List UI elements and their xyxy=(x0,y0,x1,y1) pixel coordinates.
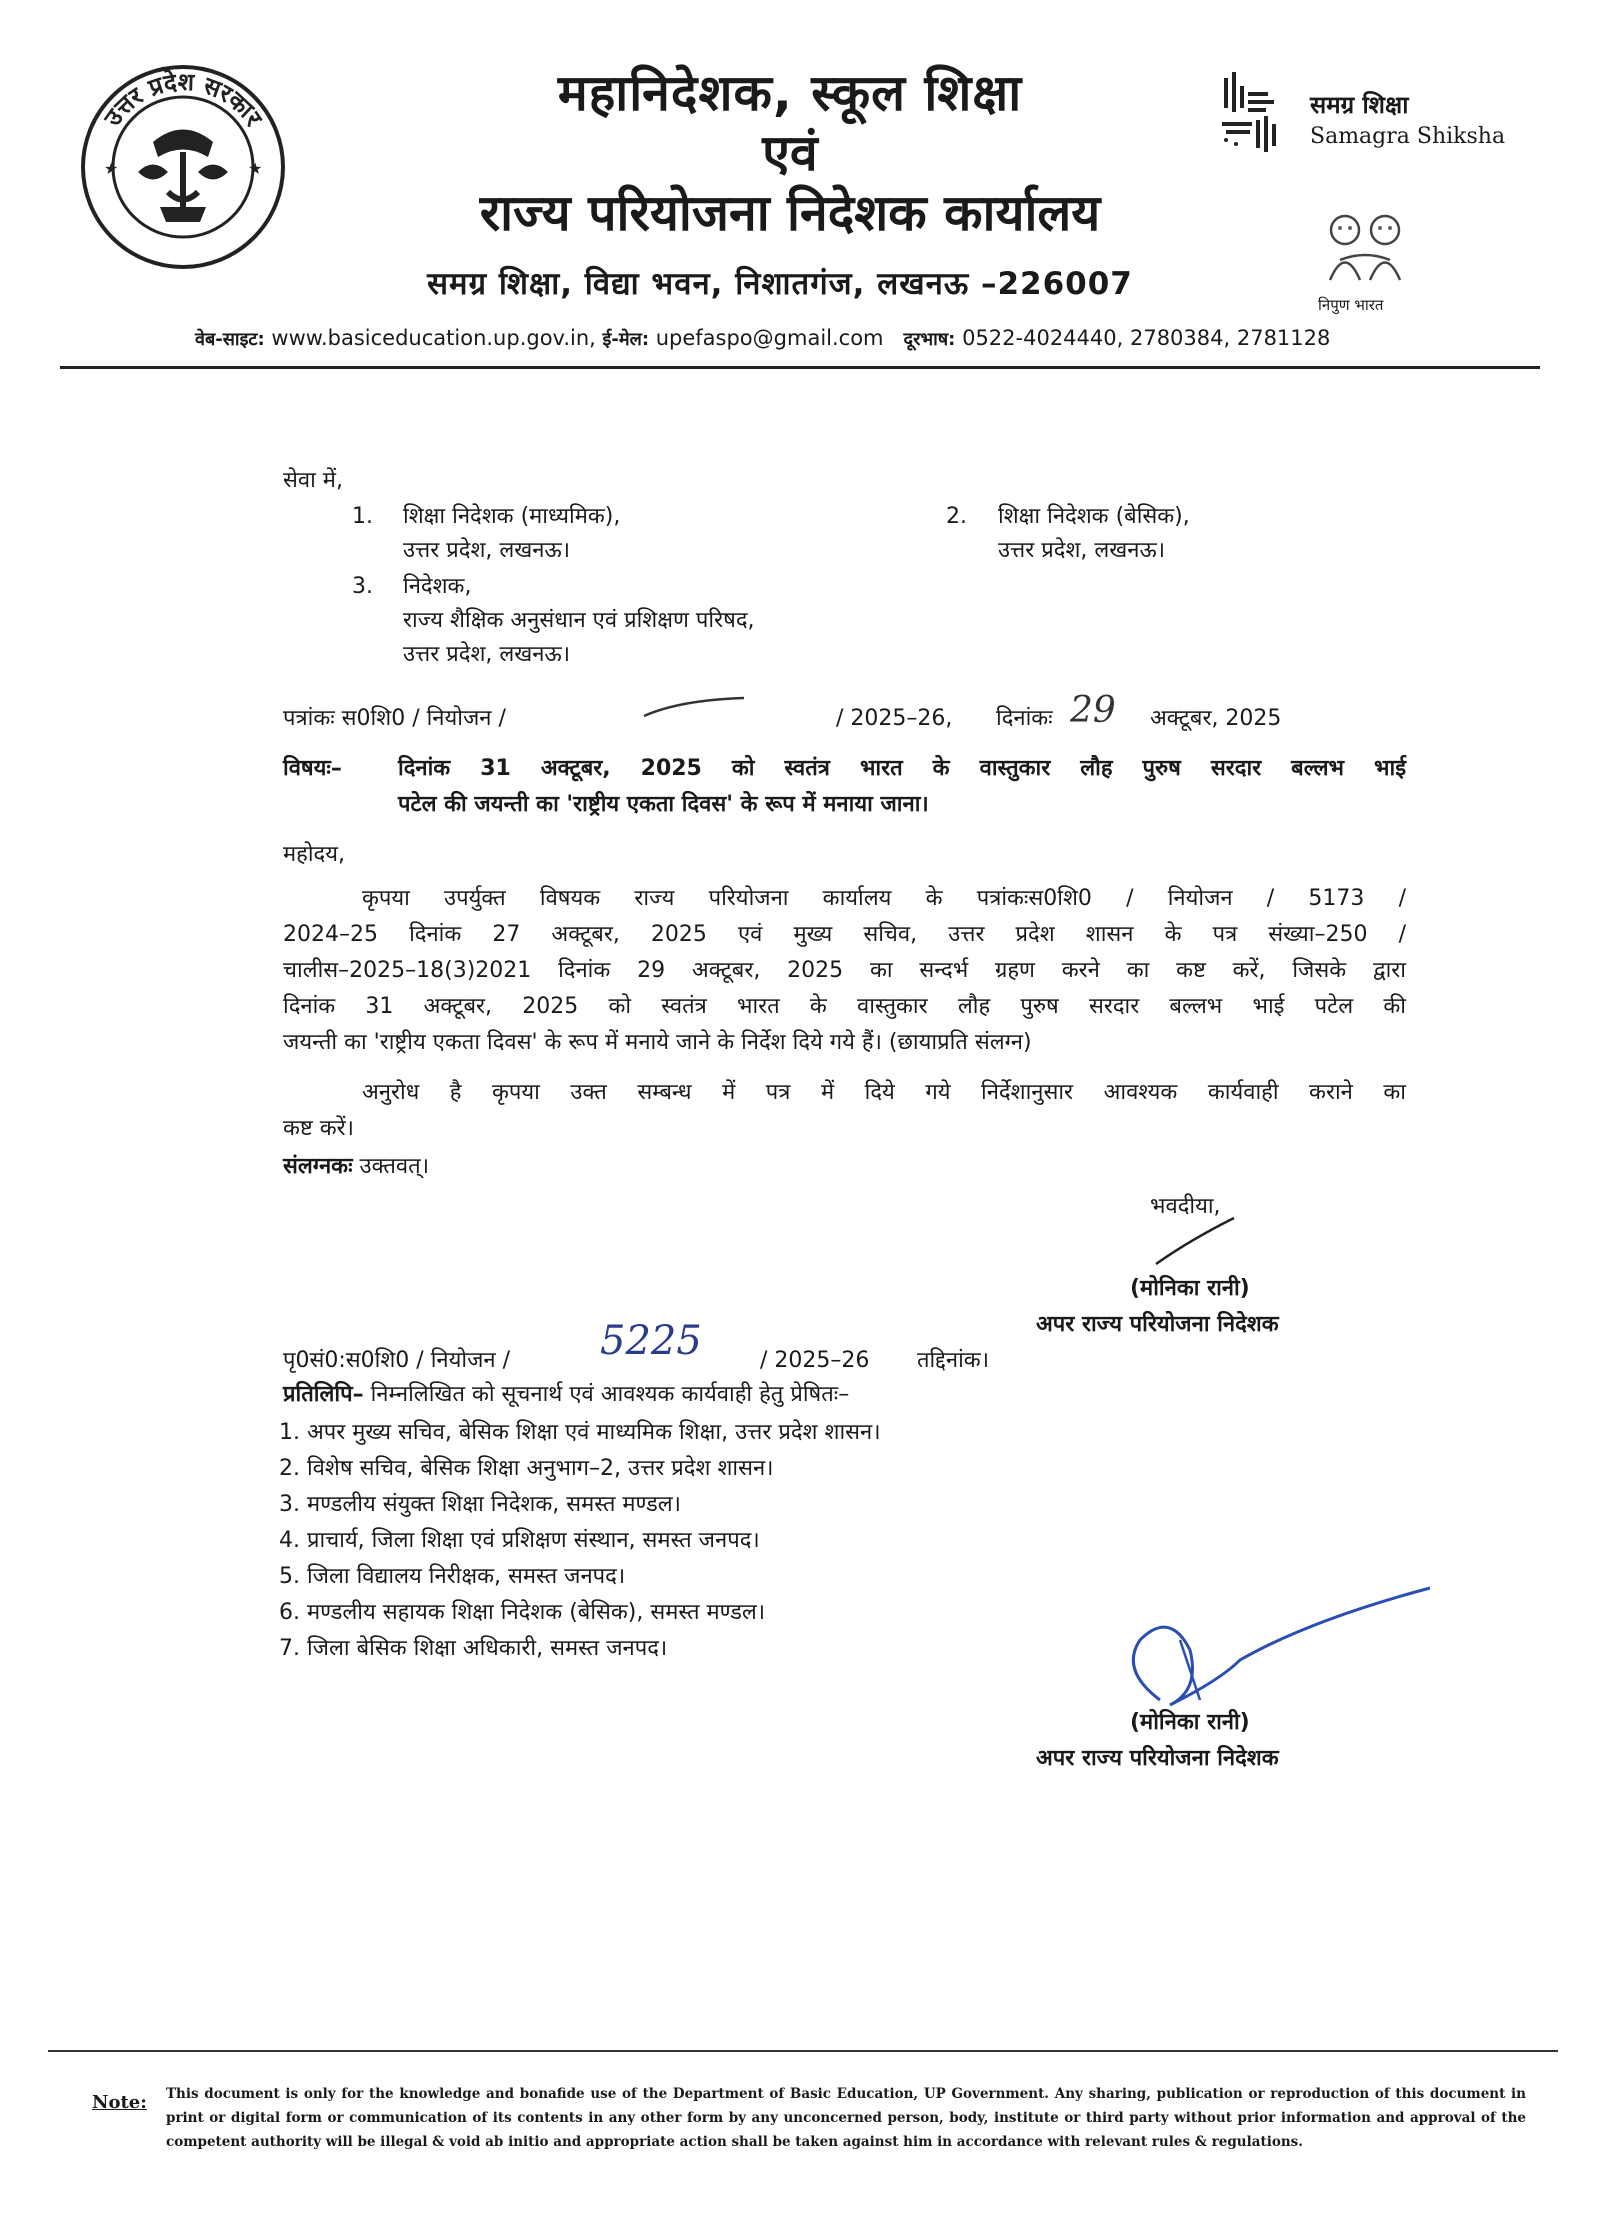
recipient-2-line2: उत्तर प्रदेश, लखनऊ। xyxy=(998,538,1166,563)
svg-text:★: ★ xyxy=(104,159,119,178)
contact-line xyxy=(195,326,1385,351)
copy-to xyxy=(283,1378,849,1412)
recipient-3-number: 3. xyxy=(352,574,373,599)
endorsement-ref: पृ0सं0:स0शि0 / नियोजन / xyxy=(283,1348,511,1373)
seal-text-ring xyxy=(78,62,288,272)
recipient-2-line1: शिक्षा निदेशक (बेसिक), xyxy=(998,504,1190,529)
para2-line2: कष्ट करें। xyxy=(283,1116,354,1141)
handwritten-ref-number: 5225 xyxy=(600,1318,702,1364)
samagra-shiksha-logo xyxy=(1216,68,1296,164)
website-label: वेब-साइट: xyxy=(195,329,265,350)
subject-label: विषयः– xyxy=(283,756,342,781)
subject-line1: दिनांक 31 अक्टूबर, 2025 को स्वतंत्र भारत के वास्तुकार लौह पुरुष सरदार बल्लभ भाई xyxy=(398,756,1406,781)
office-address: समग्र शिक्षा, विद्या भवन, निशातगंज, लखनऊ –226007 xyxy=(427,266,1133,302)
note-label: Note: xyxy=(92,2092,147,2113)
recipient-1-number: 1. xyxy=(352,504,373,529)
para1-line1: कृपया उपर्युक्त विषयक राज्य परियोजना कार्यालय के पत्रांकःस0शि0 / नियोजन / 5173 / xyxy=(362,886,1406,911)
handwritten-stroke xyxy=(640,692,750,722)
footer-divider xyxy=(48,2050,1558,2052)
website-link[interactable]: www.basiceducation.up.gov.in, xyxy=(271,326,596,350)
recipient-1-line1: शिक्षा निदेशक (माध्यमिक), xyxy=(403,504,621,529)
copy-item: 1. अपर मुख्य सचिव, बेसिक शिक्षा एवं माध्यमिक शिक्षा, उत्तर प्रदेश शासन। xyxy=(279,1420,881,1445)
para1-line5: जयन्ती का 'राष्ट्रीय एकता दिवस' के रूप में मनाये जाने के निर्देश दिये गये हैं। (छायाप्रति संलग्न) xyxy=(283,1030,1032,1055)
recipient-3-line1: निदेशक, xyxy=(403,574,472,599)
para1-line2: 2024–25 दिनांक 27 अक्टूबर, 2025 एवं मुख्य सचिव, उत्तर प्रदेश शासन के पत्र संख्या–250 / xyxy=(283,922,1406,947)
office-title-line1: महानिदेशक, स्कूल शिक्षा xyxy=(557,64,1023,122)
recipient-1-line2: उत्तर प्रदेश, लखनऊ। xyxy=(403,538,571,563)
svg-text:★: ★ xyxy=(248,159,263,178)
handwritten-date: 29 xyxy=(1070,690,1116,731)
copy-text: निम्नलिखित को सूचनार्थ एवं आवश्यक कार्यवाही हेतु प्रेषितः– xyxy=(370,1382,850,1407)
enclosure-label: संलग्नकः xyxy=(283,1154,353,1179)
date-label: दिनांकः xyxy=(996,706,1053,731)
copy-item: 6. मण्डलीय सहायक शिक्षा निदेशक (बेसिक), समस्त मण्डल। xyxy=(279,1600,766,1625)
office-title-line2: एवं xyxy=(762,124,818,182)
signatory-designation: अपर राज्य परियोजना निदेशक xyxy=(1036,1312,1279,1337)
signatory-designation-2: अपर राज्य परियोजना निदेशक xyxy=(1036,1746,1279,1771)
recipient-3-line3: उत्तर प्रदेश, लखनऊ। xyxy=(403,642,571,667)
email-link[interactable]: upefaspo@gmail.com xyxy=(655,326,884,350)
greeting: महोदय, xyxy=(283,842,345,867)
nipun-bharat-logo xyxy=(1300,200,1430,290)
phone-numbers: 0522-4024440, 2780384, 2781128 xyxy=(962,326,1331,350)
letter-year: / 2025–26, xyxy=(836,706,953,731)
enclosure-value: उक्तवत्। xyxy=(359,1154,430,1179)
copy-item: 5. जिला विद्यालय निरीक्षक, समस्त जनपद। xyxy=(279,1564,626,1589)
phone-label: दूरभाष: xyxy=(903,329,956,350)
para2-line1: अनुरोध है कृपया उक्त सम्बन्ध में पत्र में दिये गये निर्देशानुसार आवश्यक कार्यवाही कराने का xyxy=(362,1080,1406,1105)
recipient-2-number: 2. xyxy=(946,504,967,529)
letter-reference-number: पत्रांकः स0शि0 / नियोजन / xyxy=(283,706,506,731)
samagra-shiksha-hindi: समग्र शिक्षा xyxy=(1310,91,1409,119)
copy-item: 4. प्राचार्य, जिला शिक्षा एवं प्रशिक्षण संस्थान, समस्त जनपद। xyxy=(279,1528,760,1553)
para1-line4: दिनांक 31 अक्टूबर, 2025 को स्वतंत्र भारत के वास्तुकार लौह पुरुष सरदार बल्लभ भाई पटेल की xyxy=(283,994,1406,1019)
subject-line2: पटेल की जयन्ती का 'राष्ट्रीय एकता दिवस' के रूप में मनाया जाना। xyxy=(398,792,929,817)
signatory-name: (मोनिका रानी) xyxy=(1130,1276,1250,1301)
closing-bhavdiya: भवदीया, xyxy=(1150,1194,1221,1219)
endorsement-year: / 2025–26 xyxy=(760,1348,870,1373)
note-text: This document is only for the knowledge and bonafide use of the Department of Basic Education, UP Government. Any sharing, publication or reproduction of this document in print or digital form or communication of its contents in any other form by any unconcerned person, body, institute or third party without prior information and approval of the competent authority will be illegal & void ab initio and appropriate action shall be taken against him in accordance with relevant rules & regulations. xyxy=(166,2086,1526,2150)
nipun-bharat-text: निपुण भारत xyxy=(1318,296,1384,314)
copy-item: 2. विशेष सचिव, बेसिक शिक्षा अनुभाग–2, उत्तर प्रदेश शासन। xyxy=(279,1456,774,1481)
header-divider xyxy=(60,366,1540,369)
copy-label: प्रतिलिपि– xyxy=(283,1382,364,1407)
svg-text:उत्तर प्रदेश सरकार xyxy=(98,68,268,132)
samagra-shiksha-english: Samagra Shiksha xyxy=(1310,124,1506,149)
office-title-line3: राज्य परियोजना निदेशक कार्यालय xyxy=(479,184,1101,242)
endorsement-date: तद्दिनांक। xyxy=(917,1348,990,1373)
enclosure xyxy=(283,1150,429,1184)
signature-stroke xyxy=(1150,1210,1240,1270)
email-label: ई-मेल: xyxy=(602,329,650,350)
recipient-3-line2: राज्य शैक्षिक अनुसंधान एवं प्रशिक्षण परिषद, xyxy=(403,608,755,633)
signatory-name-2: (मोनिका रानी) xyxy=(1130,1710,1250,1735)
salutation-to: सेवा में, xyxy=(283,468,343,493)
date-month-year: अक्टूबर, 2025 xyxy=(1150,706,1282,731)
seal-text: उत्तर प्रदेश सरकार xyxy=(98,67,268,132)
para1-line3: चालीस–2025–18(3)2021 दिनांक 29 अक्टूबर, 2025 का सन्दर्भ ग्रहण करने का कष्ट करें, जिसके द्वारा xyxy=(283,958,1406,983)
copy-item: 3. मण्डलीय संयुक्त शिक्षा निदेशक, समस्त मण्डल। xyxy=(279,1492,681,1517)
copy-item: 7. जिला बेसिक शिक्षा अधिकारी, समस्त जनपद। xyxy=(279,1636,668,1661)
